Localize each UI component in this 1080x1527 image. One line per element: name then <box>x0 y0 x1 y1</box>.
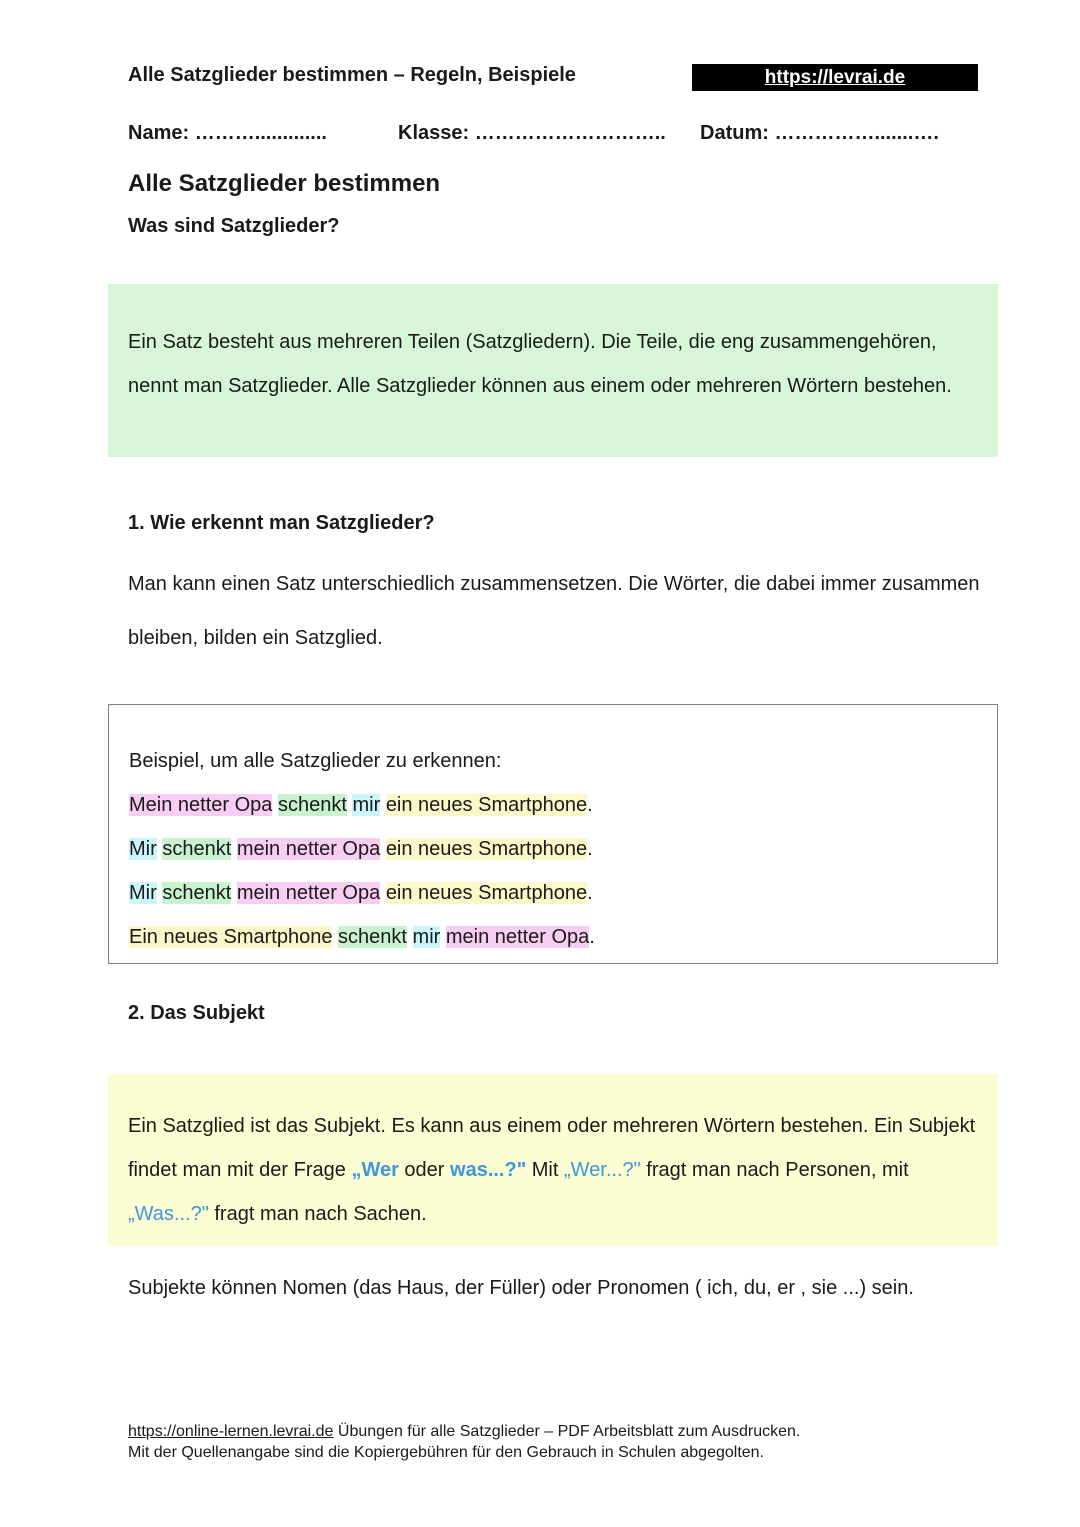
name-field: Name: ………............. <box>128 122 327 144</box>
sentence-text <box>380 838 386 860</box>
page-subtitle: Was sind Satzglieder? <box>128 215 340 237</box>
sentence-text: . <box>587 882 593 904</box>
klasse-field: Klasse: ……………………….. <box>398 122 666 144</box>
satzglied-pink: mein netter Opa <box>445 926 590 948</box>
subject-box <box>108 1074 998 1246</box>
page-title: Alle Satzglieder bestimmen <box>128 170 441 197</box>
satzglied-pink: mein netter Opa <box>236 882 381 904</box>
section2-text: Subjekte können Nomen (das Haus, der Füller) oder Pronomen ( ich, du, er , sie ...) sein. <box>128 1277 914 1299</box>
section2-heading: 2. Das Subjekt <box>128 1002 265 1024</box>
satzglied-cyan: mir <box>412 926 441 948</box>
example-box <box>108 704 998 964</box>
example-intro: Beispiel, um alle Satzglieder zu erkennen: <box>129 750 502 772</box>
question-wer-persons: „Wer...?" <box>563 1159 641 1181</box>
section1-heading: 1. Wie erkennt man Satzglieder? <box>128 512 435 534</box>
header-url-link[interactable]: https://levrai.de <box>764 67 906 88</box>
satzglied-cyan: mir <box>352 794 381 816</box>
question-was-things: „Was...?" <box>128 1203 209 1225</box>
satzglied-yellow: ein neues Smartphone <box>385 794 588 816</box>
question-was: was...?" <box>450 1159 527 1181</box>
intro-box <box>108 284 998 457</box>
satzglied-green: schenkt <box>338 926 407 948</box>
satzglied-pink: Mein netter Opa <box>129 794 273 816</box>
sentence-text: . <box>587 794 593 816</box>
sentence-text <box>231 882 237 904</box>
satzglied-cyan: Mir <box>129 882 157 904</box>
satzglied-yellow: ein neues Smartphone <box>385 838 588 860</box>
section1-text: Man kann einen Satz unterschiedlich zusammensetzen. Die Wörter, die dabei immer zusammen bleiben, bilden ein Satzglied. <box>128 573 980 649</box>
footer-line2: Mit der Quellenangabe sind die Kopiergebühren für den Gebrauch in Schulen abgegolten. <box>128 1444 764 1461</box>
sentence-text <box>407 926 413 948</box>
example-sentence <box>129 783 977 827</box>
intro-text: Ein Satz besteht aus mehreren Teilen (Satzgliedern). Die Teile, die eng zusammengehören, nennt man Satzglieder. Alle Satzglieder können aus einem oder mehreren Wörtern bestehen. <box>128 331 952 397</box>
satzglied-green: schenkt <box>162 838 232 860</box>
footer-line1: https://online-lernen.levrai.de Übungen für alle Satzglieder – PDF Arbeitsblatt zum Ausdrucken. <box>128 1423 801 1440</box>
footer-link[interactable]: https://online-lernen.levrai.de <box>128 1423 334 1440</box>
satzglied-green: schenkt <box>162 882 232 904</box>
datum-field: Datum: …………….......…. <box>700 122 939 144</box>
sentence-text: . <box>587 838 593 860</box>
sentence-text: . <box>589 926 595 948</box>
example-sentence <box>129 827 977 871</box>
header-url-banner[interactable] <box>692 64 978 91</box>
satzglied-cyan: Mir <box>129 838 157 860</box>
subject-text: Ein Satzglied ist das Subjekt. Es kann aus einem oder mehreren Wörtern bestehen. Ein Subjekt findet man mit der Frage „Wer oder was...?" Mit „Wer...?" fragt man nach Personen, mit „Was...?" fragt man nach Sachen. <box>128 1115 976 1225</box>
question-wer: Wer <box>361 1159 399 1181</box>
question-open-quote: „ <box>351 1159 362 1181</box>
example-sentence <box>129 915 977 959</box>
header-title: Alle Satzglieder bestimmen – Regeln, Beispiele <box>128 64 576 86</box>
sentence-text <box>231 838 237 860</box>
example-sentence <box>129 871 977 915</box>
sentence-text <box>380 882 386 904</box>
satzglied-yellow: ein neues Smartphone <box>385 882 588 904</box>
example-sentences <box>129 783 977 959</box>
satzglied-pink: mein netter Opa <box>236 838 381 860</box>
sentence-text <box>380 794 386 816</box>
satzglied-green: schenkt <box>277 794 347 816</box>
satzglied-yellow: Ein neues Smartphone <box>129 926 333 948</box>
footer <box>128 1421 800 1463</box>
